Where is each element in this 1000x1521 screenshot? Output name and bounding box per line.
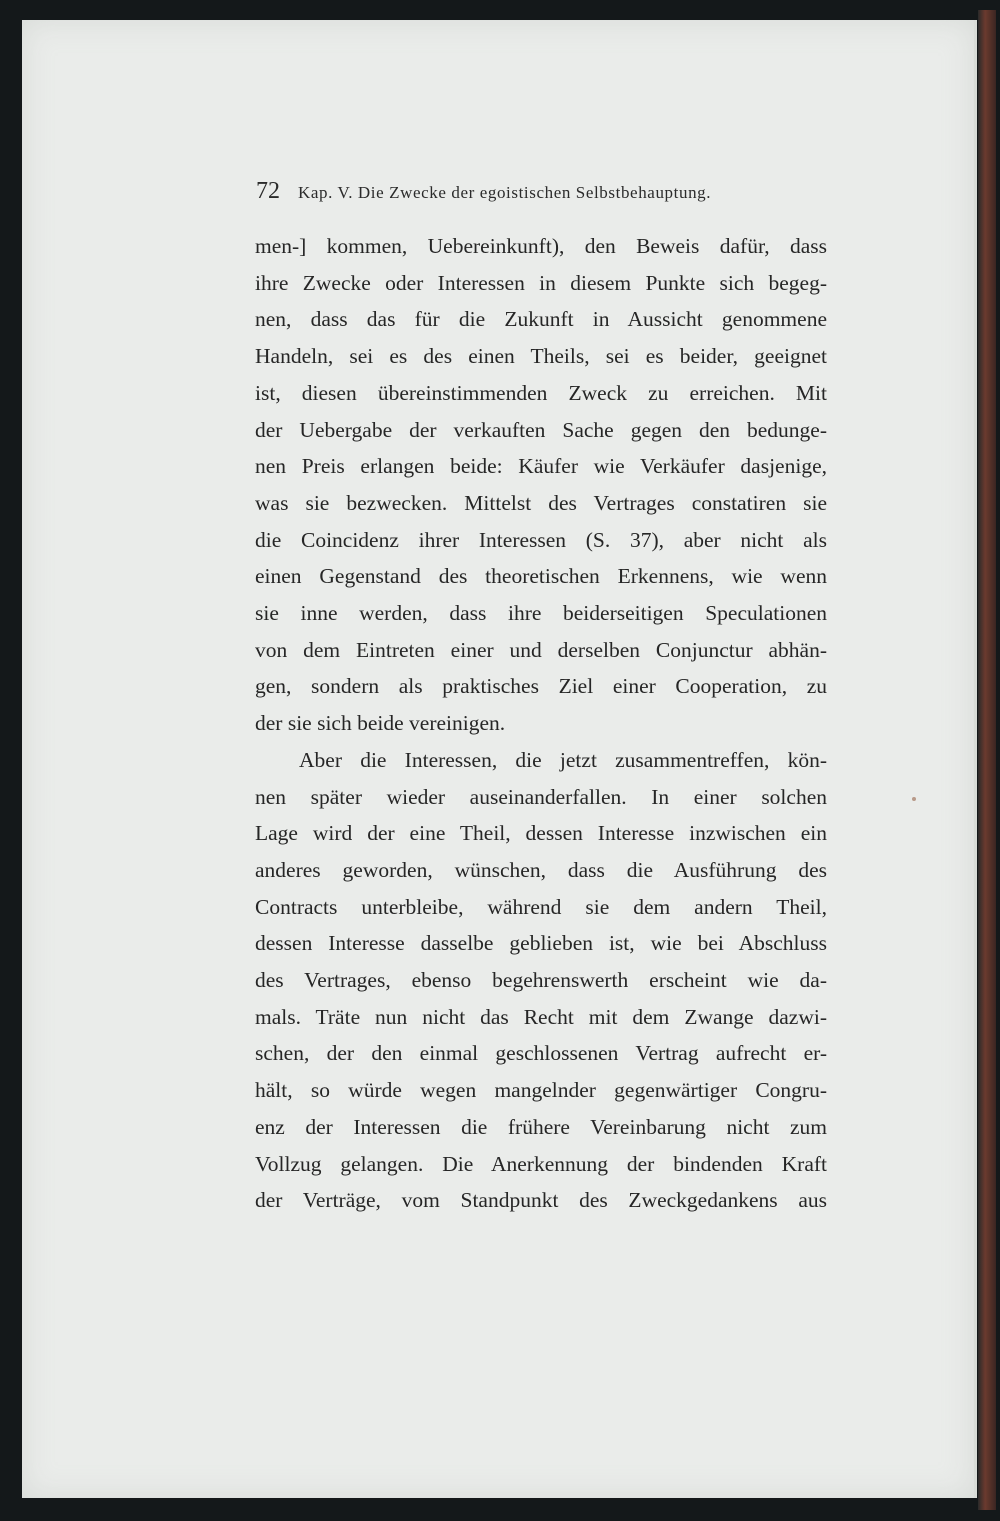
text-line: Vollzug gelangen. Die Anerkennung der bindenden Kraft <box>255 1151 827 1176</box>
text-line: Contracts unterbleibe, während sie dem andern Theil, <box>255 894 827 919</box>
text-line: der sie sich beide vereinigen. <box>255 711 506 736</box>
text-line: hält, so würde wegen mangelnder gegenwärtiger Congru- <box>255 1078 827 1103</box>
text-line: des Vertrages, ebenso begehrenswerth erscheint wie da- <box>255 968 827 993</box>
page-number: 72 <box>256 178 280 204</box>
paragraph <box>255 228 827 742</box>
text-line: Handeln, sei es des einen Theils, sei es beider, geeignet <box>255 344 827 369</box>
text-line: Aber die Interessen, die jetzt zusammentreffen, kön- <box>299 747 827 772</box>
text-line: Lage wird der eine Theil, dessen Interesse inzwischen ein <box>255 821 827 846</box>
paragraph <box>255 742 827 1219</box>
text-line: die Coincidenz ihrer Interessen (S. 37), aber nicht als <box>255 527 827 552</box>
body-text <box>255 228 827 1219</box>
text-line: dessen Interesse dasselbe geblieben ist, wie bei Abschluss <box>255 931 827 956</box>
text-line: nen später wieder auseinanderfallen. In einer solchen <box>255 784 827 809</box>
text-line: ihre Zwecke oder Interessen in diesem Punkte sich begeg- <box>255 270 827 295</box>
text-line: anderes geworden, wünschen, dass die Ausführung des <box>255 857 827 882</box>
book-edge <box>978 10 996 1510</box>
text-line: men-] kommen, Uebereinkunft), den Beweis dafür, dass <box>255 234 827 258</box>
text-line: nen, dass das für die Zukunft in Aussicht genommene <box>255 307 827 332</box>
text-line: nen Preis erlangen beide: Käufer wie Verkäufer dasjenige, <box>255 454 827 479</box>
paper-speck <box>912 797 916 801</box>
text-line: der Uebergabe der verkauften Sache gegen den bedunge- <box>255 417 827 442</box>
text-line: schen, der den einmal geschlossenen Vertrag aufrecht er- <box>255 1041 827 1066</box>
text-line: enz der Interessen die frühere Vereinbarung nicht zum <box>255 1114 827 1139</box>
text-line: mals. Träte nun nicht das Recht mit dem Zwange dazwi- <box>255 1004 827 1029</box>
page-edge-strip <box>974 20 977 1498</box>
text-line: einen Gegenstand des theoretischen Erkennens, wie wenn <box>255 564 827 589</box>
text-line: von dem Eintreten einer und derselben Conjunctur abhän- <box>255 637 827 662</box>
text-line: gen, sondern als praktisches Ziel einer Cooperation, zu <box>255 674 827 699</box>
running-head: Kap. V. Die Zwecke der egoistischen Selbstbehauptung. <box>298 183 712 202</box>
page-header <box>256 178 826 205</box>
text-line: was sie bezwecken. Mittelst des Vertrages constatiren sie <box>255 490 827 515</box>
text-line: ist, diesen übereinstimmenden Zweck zu erreichen. Mit <box>255 380 827 405</box>
text-line: der Verträge, vom Standpunkt des Zweckgedankens aus <box>255 1188 827 1213</box>
text-line: sie inne werden, dass ihre beiderseitigen Speculationen <box>255 601 827 626</box>
